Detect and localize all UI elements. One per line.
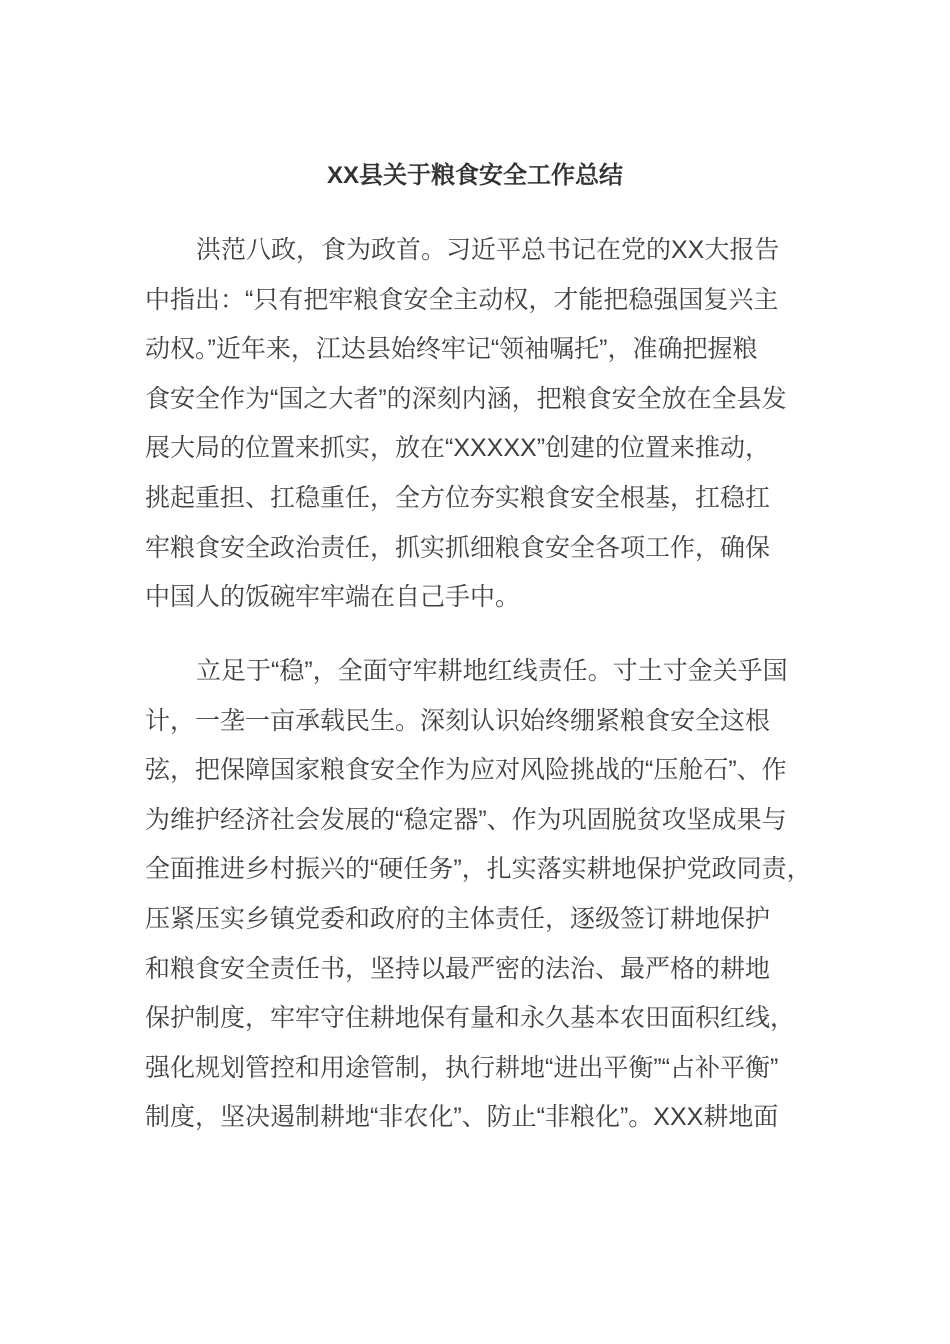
text-line: 挑起重担、扛稳重任，全方位夯实粮食安全根基，扛稳扛 <box>145 483 771 512</box>
text-line: 中指出：“只有把牢粮食安全主动权，才能把稳强国复兴主 <box>145 285 779 314</box>
text-line: 和粮食安全责任书，坚持以最严密的法治、最严格的耕地 <box>145 954 771 983</box>
text-line: 为维护经济社会发展的“稳定器”、作为巩固脱贫攻坚成果与 <box>145 805 787 834</box>
text-line: 全面推进乡村振兴的“硬任务”，扎实落实耕地保护党政同责， <box>145 855 812 884</box>
text-line: 展大局的位置来抓实，放在“XXXXX”创建的位置来推动， <box>145 434 771 463</box>
text-line: 中国人的饭碗牢牢端在自己手中。 <box>145 583 521 612</box>
text-line: 动权。”近年来，江达县始终牢记“领袖嘱托”，准确把握粮 <box>145 335 758 364</box>
text-line: 强化规划管控和用途管制，执行耕地“进出平衡”“占补平衡” <box>145 1053 779 1082</box>
paragraph-intro <box>145 226 845 623</box>
text-line: 制度，坚决遏制耕地“非农化”、防止“非粮化”。XXX耕地面 <box>145 1103 779 1132</box>
text-line: 弦，把保障国家粮食安全作为应对风险挑战的“压舱石”、作 <box>145 756 787 785</box>
text-line: 食安全作为“国之大者”的深刻内涵，把粮食安全放在全县发 <box>145 384 787 413</box>
text-line: 立足于“稳”，全面守牢耕地红线责任。寸土寸金关乎国 <box>196 657 788 685</box>
text-line: 计，一垄一亩承载民生。深刻认识始终绷紧粮食安全这根 <box>145 706 771 735</box>
paragraph-farmland-protection <box>145 647 845 1143</box>
text-line: 牢粮食安全政治责任，抓实抓细粮食安全各项工作，确保 <box>145 533 771 562</box>
text-line: 洪范八政，食为政首。习近平总书记在党的XX大报告 <box>196 236 780 264</box>
text-line: 压紧压实乡镇党委和政府的主体责任，逐级签订耕地保护 <box>145 904 771 933</box>
document-title: XX县关于粮食安全工作总结 <box>326 162 623 189</box>
text-line: 保护制度，牢牢守住耕地保有量和永久基本农田面积红线， <box>145 1004 796 1033</box>
